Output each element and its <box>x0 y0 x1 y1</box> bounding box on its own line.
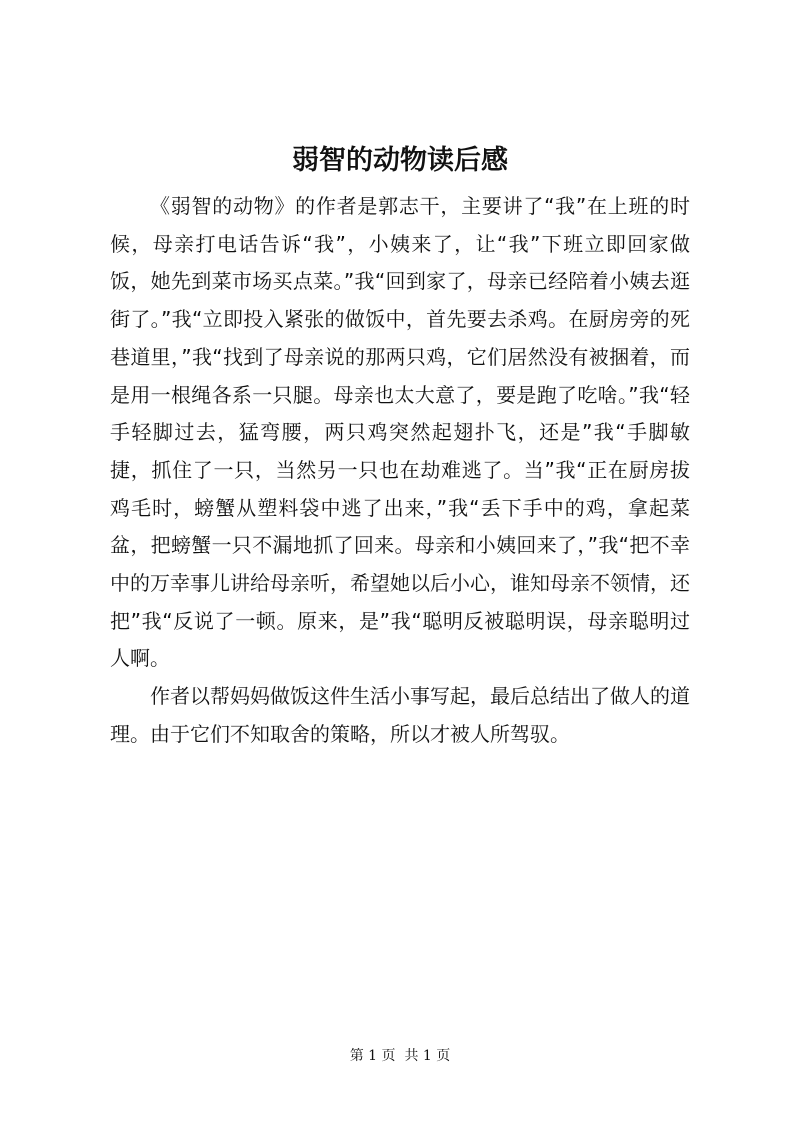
document-body <box>110 188 690 754</box>
page-number-label: 第 1 页 共 1 页 <box>349 1048 451 1064</box>
paragraph-1: 《弱智的动物》的作者是郭志干，主要讲了“我”在上班的时候，母亲打电话告诉“我”，小姨来了，让“我”下班立即回家做饭，她先到菜市场买点菜。”我“回到家了，母亲已经陪着小姨去逛街了。”我“立即投入紧张的做饭中，首先要去杀鸡。在厨房旁的死巷道里，”我“找到了母亲说的那两只鸡，它们居然没有被捆着，而是用一根绳各系一只腿。母亲也太大意了，要是跑了吃啥。”我“轻手轻脚过去，猛弯腰，两只鸡突然起翅扑飞，还是”我“手脚敏捷，抓住了一只，当然另一只也在劫难逃了。当”我“正在厨房拔鸡毛时，螃蟹从塑料袋中逃了出来，”我“丢下手中的鸡，拿起菜盆，把螃蟹一只不漏地抓了回来。母亲和小姨回来了，”我“把不幸中的万幸事儿讲给母亲听，希望她以后小心，谁知母亲不领情，还把”我“反说了一顿。原来，是”我“聪明反被聪明误，母亲聪明过人啊。 <box>110 194 690 671</box>
document-title: 弱智的动物读后感 <box>292 145 508 176</box>
page-footer <box>0 1046 800 1066</box>
paragraph-2: 作者以帮妈妈做饭这件生活小事写起，最后总结出了做人的道理。由于它们不知取舍的策略，所以才被人所驾驭。 <box>110 684 690 746</box>
